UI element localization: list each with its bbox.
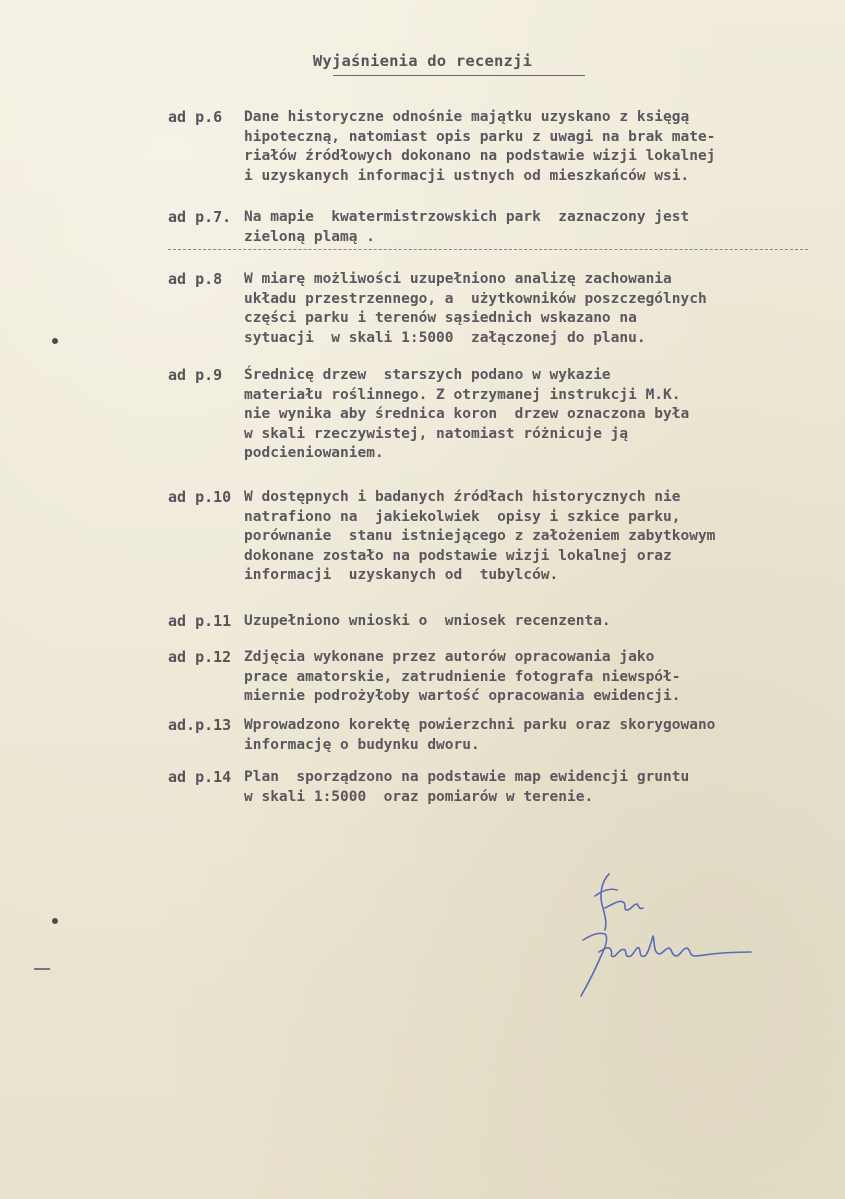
item-text: W miarę możliwości uzupełniono analizę zachowania układu przestrzennego, a użytkowników poszczególnych części parku i terenów sąsiednich wskazano na sytuacji w skali 1:5000 załączonej do planu.: [244, 271, 707, 346]
margin-tick: [34, 968, 50, 970]
item-ref: ad p.9: [168, 366, 223, 384]
item-ref: ad p.12: [168, 648, 232, 666]
handwritten-signature: [565, 860, 765, 1010]
punch-mark: [52, 338, 58, 344]
title-underline: [333, 75, 585, 76]
punch-mark: [52, 918, 58, 924]
item-text: Uzupełniono wnioski o wniosek recenzenta.: [244, 613, 611, 629]
item-text: Wprowadzono korektę powierzchni parku oraz skorygowano informację o budynku dworu.: [244, 717, 716, 753]
item-text: W dostępnych i badanych źródłach historycznych nie natrafiono na jakiekolwiek opisy i szkice parku, porównanie stanu istniejącego z założeniem zabytkowym dokonane zostało na podstawie wizji lokalnej oraz informacji uzyskanych od tubylców.: [244, 489, 716, 583]
item-text: Zdjęcia wykonane przez autorów opracowania jako prace amatorskie, zatrudnienie fotografa niewspół- miernie podrożyłoby wartość opracowania ewidencji.: [244, 649, 681, 704]
document-title: Wyjaśnienia do recenzji: [312, 52, 533, 70]
item-ref: ad p.11: [168, 612, 232, 630]
item-text: Średnicę drzew starszych podano w wykazie materiału roślinnego. Z otrzymanej instrukcji M.K. nie wynika aby średnica koron drzew oznaczona była w skali rzeczywistej, natomiast różnicuje ją podcieniowaniem.: [244, 367, 690, 461]
item-ref: ad p.7.: [168, 208, 232, 226]
item-text: Na mapie kwatermistrzowskich park zaznaczony jest zieloną plamą .: [244, 209, 690, 245]
item-ref: ad.p.13: [168, 716, 232, 734]
item-text: Plan sporządzono na podstawie map ewidencji gruntu w skali 1:5000 oraz pomiarów w terenie.: [244, 769, 690, 805]
item-ref: ad p.10: [168, 488, 232, 506]
item-ref: ad p.6: [168, 108, 223, 126]
item-ref: ad p.14: [168, 768, 232, 786]
separator-line: [168, 249, 808, 250]
item-ref: ad p.8: [168, 270, 223, 288]
item-text: Dane historyczne odnośnie majątku uzyskano z księgą hipoteczną, natomiast opis parku z uwagi na brak mate- riałów źródłowych dokonano na podstawie wizji lokalnej i uzyskanych informacji ustnych od mieszkańców wsi.: [244, 109, 716, 184]
